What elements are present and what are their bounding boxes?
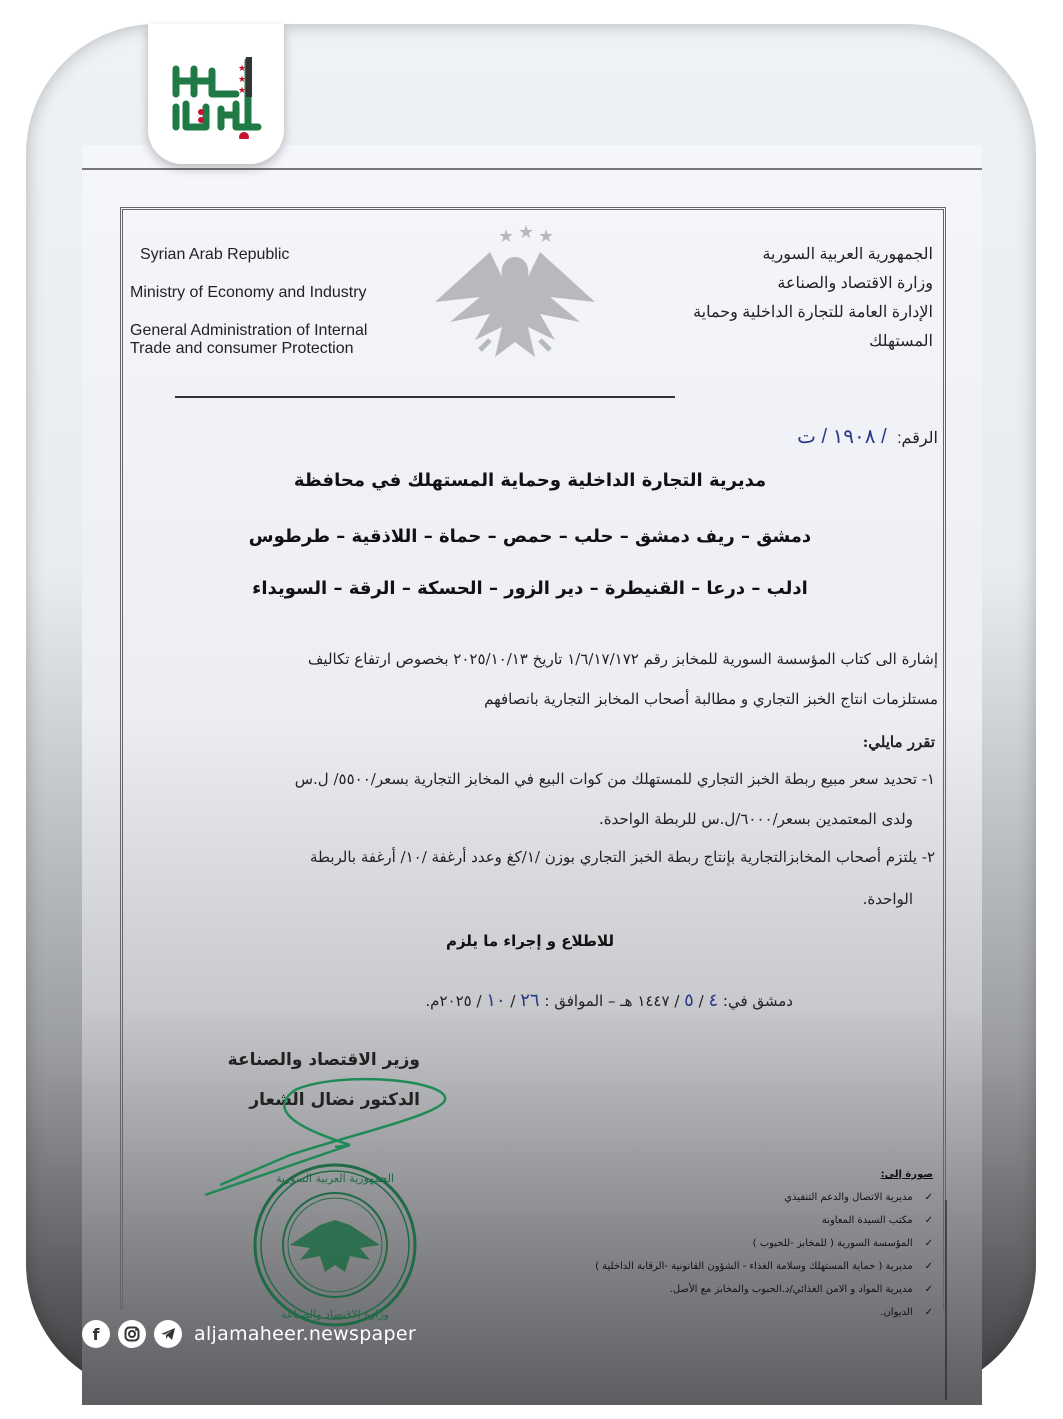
copy-item: ✓مديرية المواد و الامن الغذائي/د.الحبوب والمخابز مع الأصل. [669, 1284, 933, 1295]
date-line: دمشق في: ٤ / ٥ / ١٤٤٧ هـ – الموافق : ٢٦ / ١٠ / ٢٠٢٥م. [425, 990, 793, 1011]
greg-month: ١٠ [486, 990, 506, 1011]
stamp-inner-text: وزارة الاقتصاد والصناعة [281, 1308, 389, 1321]
copy-item: ✓الديوان. [880, 1307, 933, 1318]
letterhead-en-line3: General Administration of Internal [130, 322, 368, 339]
check-icon: ✓ [924, 1307, 933, 1318]
letterhead-en-line1: Syrian Arab Republic [140, 246, 290, 263]
instagram-icon[interactable] [118, 1320, 146, 1348]
hijri-rest: / ١٤٤٧ هـ – الموافق : [544, 992, 680, 1010]
copies-to-list [595, 1163, 933, 1324]
addressee-line3: ادلب – درعا – القنيطرة – دير الزور – الحسكة – الرقة – السويداء [252, 578, 808, 599]
svg-text:★: ★ [538, 226, 555, 247]
social-handle[interactable]: aljamaheer.newspaper [194, 1323, 416, 1345]
check-icon: ✓ [924, 1215, 933, 1226]
svg-text:★: ★ [518, 222, 535, 243]
logo-icon [166, 49, 266, 139]
closing-line: للاطلاع و إجراء ما يلزم [445, 932, 615, 950]
facebook-icon[interactable]: f [82, 1320, 110, 1348]
decision-item-2-line1: ٢- يلتزم أصحاب المخابزالتجارية بإنتاج ربطة الخبز التجاري بوزن /١/كغ وعدد أرغفة /١٠/ أرغفة بالربطة [309, 848, 935, 866]
body-paragraph-line1: إشارة الى كتاب المؤسسة السورية للمخابز رقم ١/٦/١٧/١٧٢ تاريخ ٢٠٢٥/١٠/١٣ بخصوص ارتفاع تكاليف [307, 650, 938, 668]
decision-item-1-line1: ١- تحديد سعر مبيع ربطة الخبز التجاري للمستهلك من كوات البيع في المخابز التجارية بسعر/٥٥٠٠/ ل.س [294, 770, 935, 788]
copy-item: ✓مديرية ( حماية المستهلك وسلامة الغذاء - الشؤون القانونية -الرقابة الداخلية ) [595, 1261, 933, 1272]
copy-item: ✓المؤسسة السورية ( للمخابز -للحبوب ) [752, 1238, 933, 1249]
copy-item: ✓مديرية الاتصال والدعم التنفيذي [784, 1192, 933, 1203]
copy-item: ✓مكتب السيدة المعاونة [821, 1215, 933, 1226]
greg-year: / ٢٠٢٥م. [425, 992, 482, 1010]
check-icon: ✓ [924, 1284, 933, 1295]
letterhead-ar-line2: وزارة الاقتصاد والصناعة [777, 275, 933, 292]
header-divider [175, 396, 675, 398]
addressee-line2: دمشق – ريف دمشق – حلب – حمص – حماة – اللاذقية – طرطوس [248, 526, 812, 547]
signatory-title: وزير الاقتصاد والصناعة [227, 1050, 420, 1070]
decision-item-2-line2: الواحدة. [862, 890, 913, 908]
date-prefix: دمشق في: [722, 992, 793, 1010]
body-paragraph-line2: مستلزمات انتاج الخبز التجاري و مطالبة أصحاب المخابز التجارية بانصافهم [484, 690, 938, 708]
greg-day: ٢٦ [520, 990, 540, 1011]
telegram-icon[interactable] [154, 1320, 182, 1348]
decision-heading: تقرر مايلي: [862, 733, 935, 751]
addressee-line1: مديرية التجارة الداخلية وحماية المستهلك في محافظة [293, 470, 767, 491]
aljamaheer-logo [148, 24, 284, 164]
letterhead-ar-line4: المستهلك [869, 333, 933, 350]
letterhead-en-line4: Trade and consumer Protection [130, 340, 354, 357]
paper-edge-line [82, 168, 982, 170]
frame-edge-line [945, 1200, 947, 1400]
check-icon: ✓ [924, 1238, 933, 1249]
signatory-name: الدكتور نضال الشعار [249, 1090, 420, 1110]
eagle-emblem-icon [430, 222, 600, 372]
copies-title: صورة إلى: [880, 1169, 933, 1180]
letterhead-ar-line3: الإدارة العامة للتجارة الداخلية وحماية [693, 304, 933, 321]
stamp-outer-text: الجمهورية العربية السورية [275, 1172, 395, 1185]
check-icon: ✓ [924, 1261, 933, 1272]
arabic-letterhead [693, 243, 933, 359]
svg-text:★: ★ [238, 75, 247, 85]
letterhead-en-line2: Ministry of Economy and Industry [130, 284, 367, 301]
hijri-month: ٥ [684, 990, 694, 1011]
social-footer [82, 1320, 416, 1348]
reference-value: / ١٩٠٨ / ت [797, 426, 887, 448]
reference-number [797, 424, 938, 449]
svg-text:★: ★ [238, 64, 247, 74]
svg-text:★: ★ [498, 226, 515, 247]
reference-label: الرقم: [897, 430, 938, 447]
decision-item-1-line2: ولدى المعتمدين بسعر/٦٠٠٠/ل.س للربطة الواحدة. [599, 810, 913, 828]
english-letterhead [130, 246, 367, 358]
svg-text:★: ★ [238, 86, 247, 96]
ministry-stamp-icon [250, 1160, 420, 1330]
check-icon: ✓ [924, 1192, 933, 1203]
hijri-day: ٤ [708, 990, 719, 1011]
letterhead-ar-line1: الجمهورية العربية السورية [762, 246, 933, 263]
